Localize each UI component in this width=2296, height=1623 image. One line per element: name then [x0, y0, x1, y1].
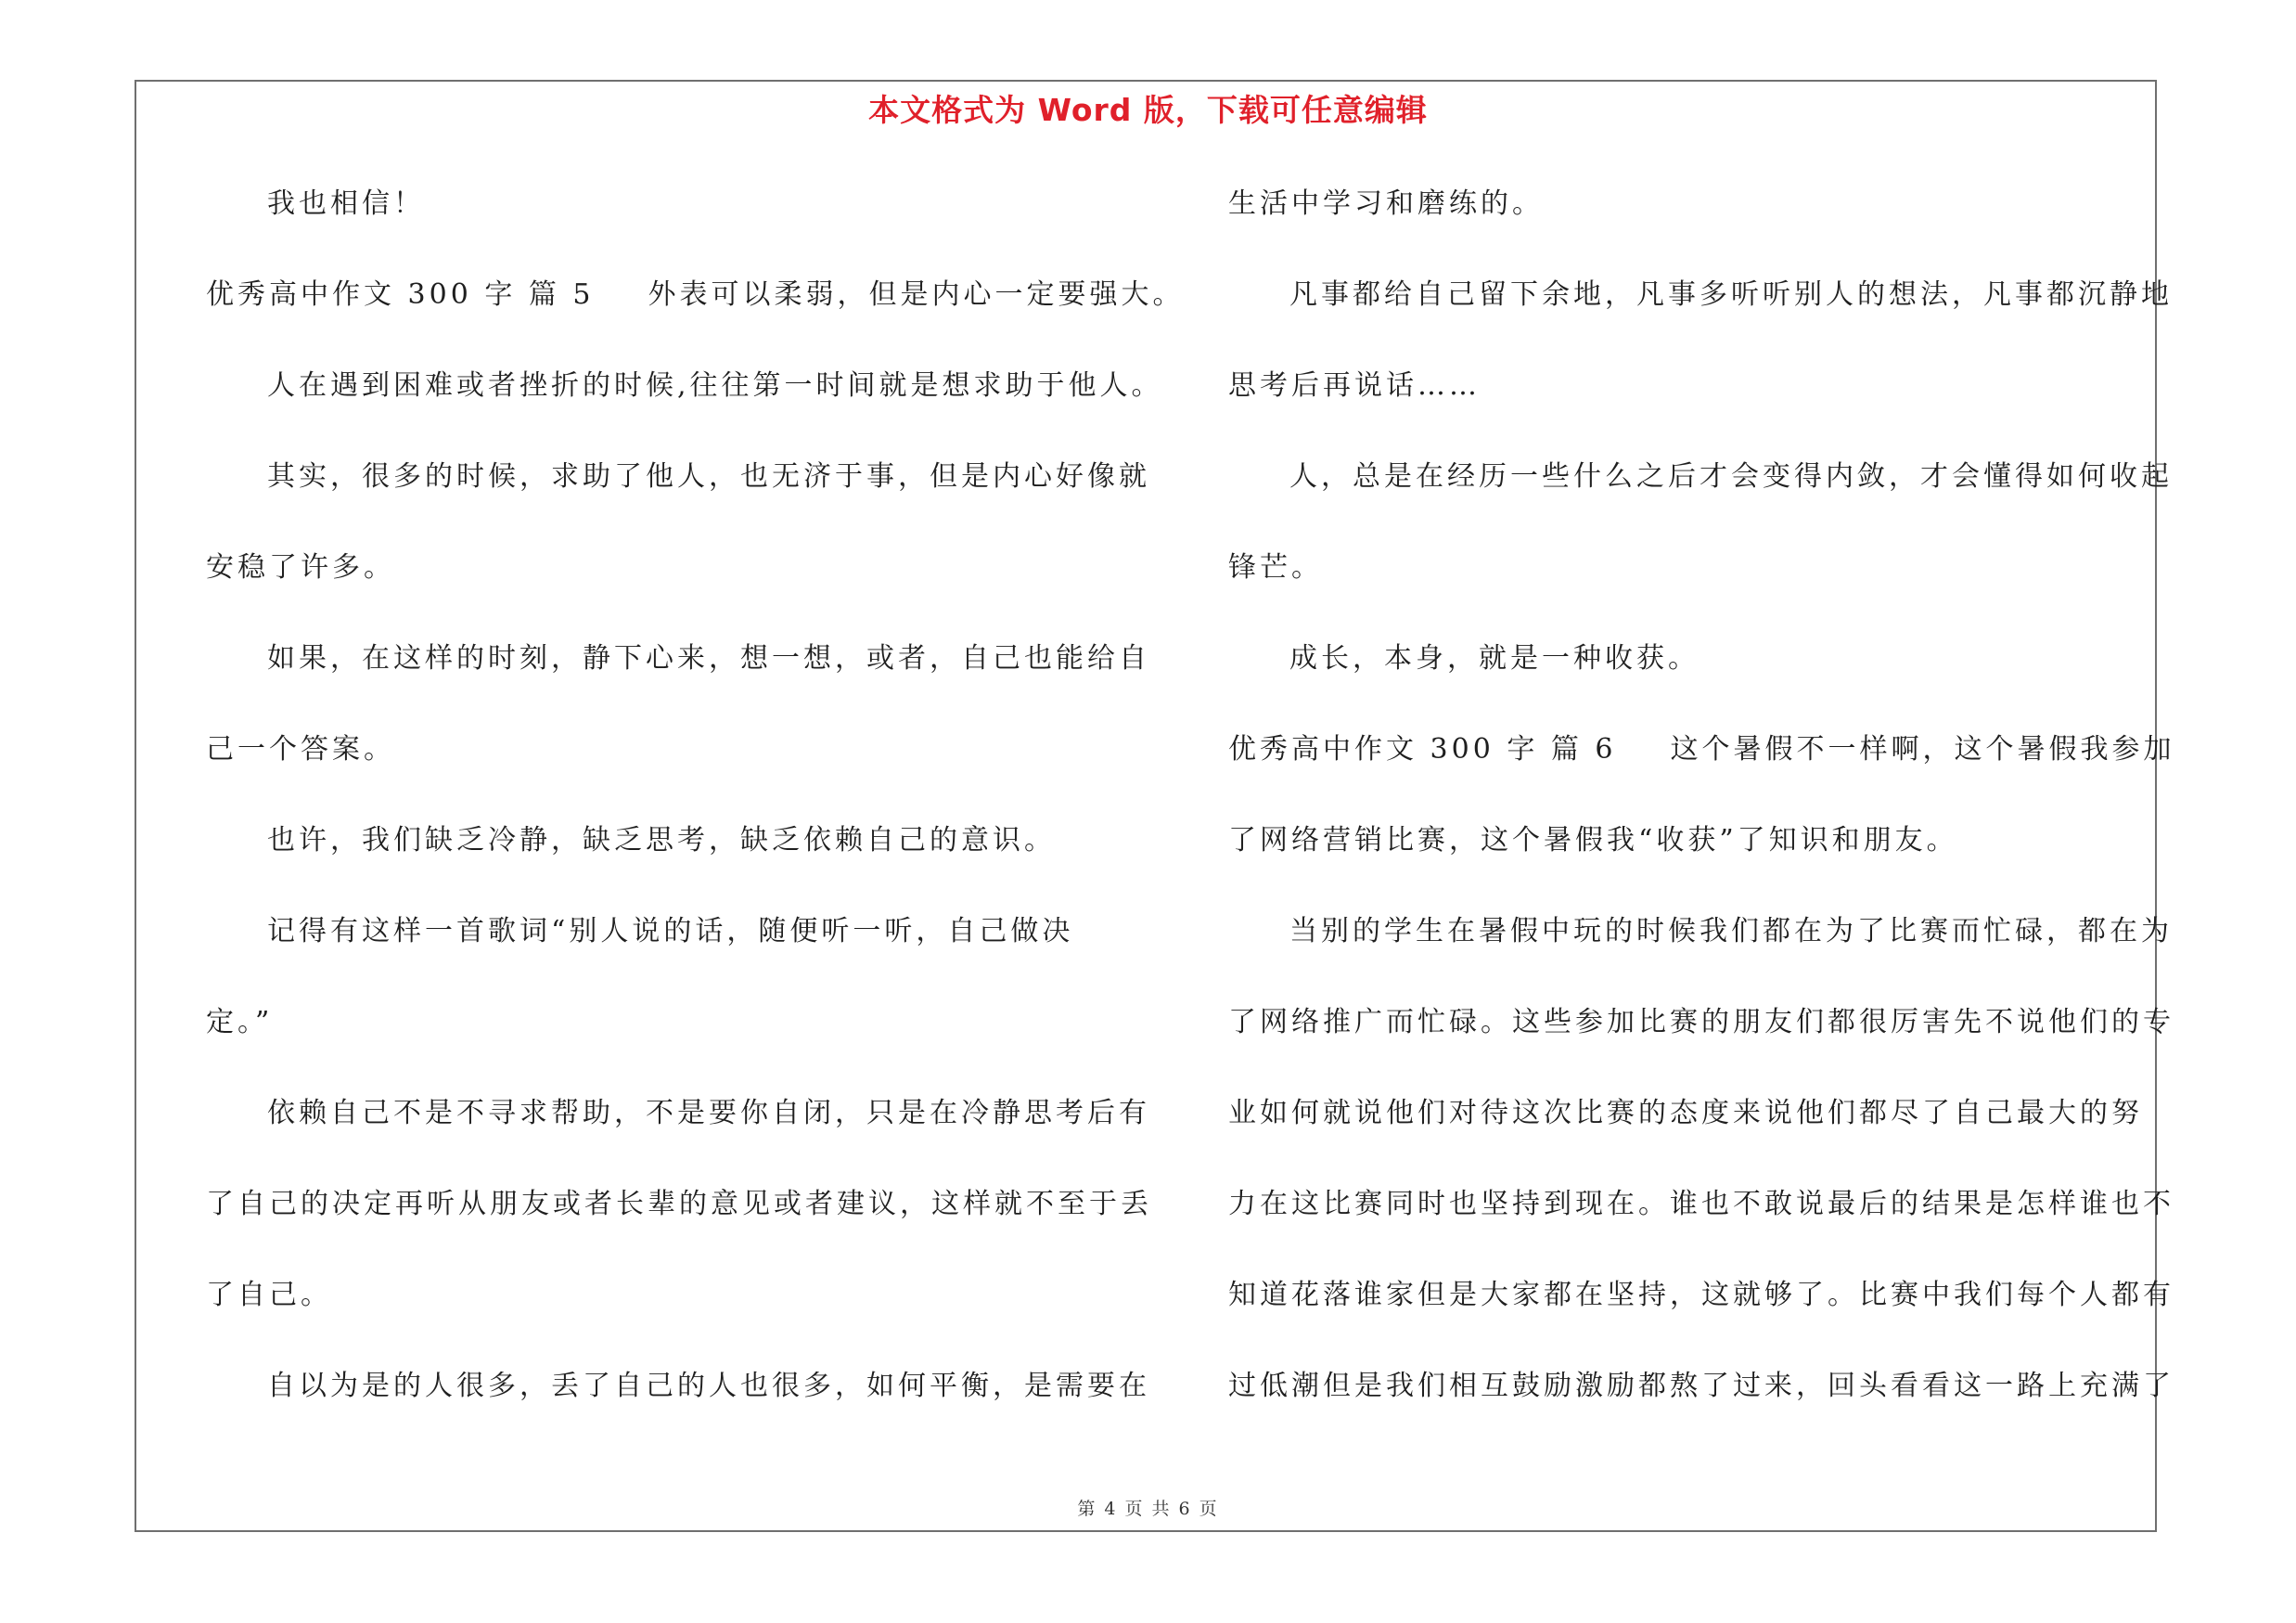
essay-heading-line	[1228, 731, 2175, 768]
paragraph-line: 人，总是在经历一些什么之后才会变得内敛，才会懂得如何收起	[1289, 460, 2173, 493]
paragraph-line: 外表可以柔弱，但是内心一定要强大。	[648, 278, 1185, 311]
paragraph-line: 凡事都给自己留下余地，凡事多听听别人的想法，凡事都沉静地	[1289, 278, 2173, 311]
paragraph-line: 也许，我们缺乏冷静，缺乏思考，缺乏依赖自己的意识。	[267, 824, 1056, 857]
paragraph-line: 锋芒。	[1228, 551, 1323, 584]
page-number-footer: 第 4 页 共 6 页	[1077, 1499, 1219, 1519]
paragraph-line: 当别的学生在暑假中玩的时候我们都在为了比赛而忙碌，都在为	[1289, 915, 2173, 947]
paragraph-line: 己一个答案。	[206, 733, 395, 766]
paragraph-line: 依赖自己不是不寻求帮助，不是要你自闭，只是在冷静思考后有	[267, 1097, 1150, 1129]
paragraph-line: 如果，在这样的时刻，静下心来，想一想，或者，自己也能给自	[267, 642, 1150, 675]
paragraph-line: 定。”	[206, 1006, 274, 1038]
paragraph-line: 其实，很多的时候，求助了他人，也无济于事，但是内心好像就	[267, 460, 1150, 493]
paragraph-line: 知道花落谁家但是大家都在坚持，这就够了。比赛中我们每个人都有	[1228, 1279, 2174, 1311]
format-notice-banner: 本文格式为 Word 版，下载可任意编辑	[868, 92, 1428, 128]
paragraph-line: 成长，本身，就是一种收获。	[1289, 642, 1700, 675]
paragraph-line: 思考后再说话……	[1228, 369, 1481, 402]
essay-heading-line	[206, 277, 1185, 314]
paragraph-line: 自以为是的人很多，丢了自己的人也很多，如何平衡，是需要在	[267, 1370, 1150, 1402]
paragraph-line: 过低潮但是我们相互鼓励激励都熬了过来，回头看看这一路上充满了	[1228, 1370, 2174, 1402]
paragraph-line: 人在遇到困难或者挫折的时候,往往第一时间就是想求助于他人。	[267, 369, 1163, 402]
essay-heading: 优秀高中作文 300 字 篇 5	[206, 278, 595, 311]
paragraph-line: 了自己。	[206, 1279, 332, 1311]
paragraph-line: 记得有这样一首歌词“别人说的话，随便听一听，自己做决	[267, 915, 1074, 947]
paragraph-line: 我也相信！	[267, 187, 425, 220]
paragraph-line: 安稳了许多。	[206, 551, 395, 584]
paragraph-line: 生活中学习和磨练的。	[1228, 187, 1544, 220]
essay-heading: 优秀高中作文 300 字 篇 6	[1228, 733, 1617, 766]
paragraph-line: 业如何就说他们对待这次比赛的态度来说他们都尽了自己最大的努	[1228, 1097, 2143, 1129]
paragraph-line: 这个暑假不一样啊，这个暑假我参加	[1670, 733, 2175, 766]
paragraph-line: 了网络推广而忙碌。这些参加比赛的朋友们都很厉害先不说他们的专	[1228, 1006, 2174, 1038]
paragraph-line: 了自己的决定再听从朋友或者长辈的意见或者建议，这样就不至于丢	[206, 1188, 1152, 1220]
paragraph-line: 力在这比赛同时也坚持到现在。谁也不敢说最后的结果是怎样谁也不	[1228, 1188, 2174, 1220]
paragraph-line: 了网络营销比赛，这个暑假我“收获”了知识和朋友。	[1228, 824, 1958, 857]
